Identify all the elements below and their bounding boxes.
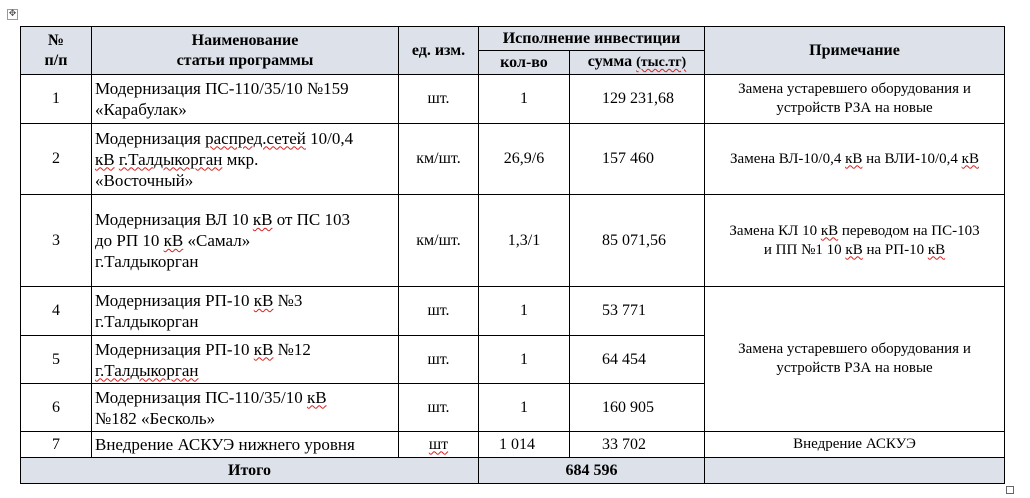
row-sum: 85 071,56 [570,195,705,287]
row-unit: шт. [399,336,479,384]
total-note [705,458,1005,484]
row-sum: 53 771 [570,287,705,336]
row-qty: 26,9/6 [479,124,570,195]
header-unit: ед. изм. [399,27,479,75]
row-unit: шт. [399,384,479,432]
row-qty: 1 [479,384,570,432]
row-note [705,75,1005,124]
row-note-line [707,241,1002,260]
row-name-text: Модернизация [95,128,206,148]
row-qty: 1,3/1 [479,195,570,287]
header-num-symbol: № [47,31,65,49]
row-name [92,75,399,124]
row-name-line [95,128,396,149]
header-name-line1: Наименование [191,31,299,49]
row-note-text: и ПП №1 10 [763,241,846,258]
row-name-line: №182 «Бесколь» [95,408,216,428]
row-note-text: Замена КЛ 10 [729,222,821,239]
row-name-text: распред.сетей [205,128,306,148]
total-label: Итого [21,458,479,484]
row-name-text: мкр. [222,149,259,169]
row-qty: 1 [479,287,570,336]
row-name-text: кВ [252,210,273,229]
table-row [21,287,1005,336]
row-number: 7 [21,432,92,458]
row-name-line: Модернизация ПС-110/35/10 №159 [95,79,349,98]
table-move-handle-icon[interactable]: ✥ [8,9,17,19]
row-name [92,384,399,432]
row-note-text: Замена ВЛ-10/0,4 [730,150,846,167]
row-note-line: устройств РЗА на новые [776,100,933,116]
row-name-text: кВ [95,149,115,169]
row-number: 2 [21,124,92,195]
row-unit: шт. [399,287,479,336]
row-name-text: г.Талдыкорган [95,360,199,380]
total-sum: 684 596 [479,458,705,484]
table-resize-handle-icon[interactable] [1006,486,1014,494]
row-unit: шт [399,432,479,458]
row-note [705,195,1005,287]
row-unit: шт. [399,75,479,124]
header-investment: Исполнение инвестиции [479,27,705,51]
row-qty: 1 [479,75,570,124]
merged-note-line: Замена устаревшего оборудования и [738,341,971,357]
row-note-text: переводом на ПС-103 [838,222,980,239]
row-name-line [95,209,396,230]
header-sum-label: сумма [587,53,633,70]
table-row [21,124,1005,195]
row-name-line: г.Талдыкорган [95,312,199,331]
merged-note-line: устройств РЗА на новые [776,360,933,376]
row-number: 1 [21,75,92,124]
row-name-line [95,387,396,408]
row-name-text: 10/0,4 [305,128,354,148]
header-sum [570,51,705,75]
row-note-text: кВ [927,241,946,258]
row-note-text: кВ [845,241,863,258]
row-name-line: «Карабулак» [95,100,187,119]
total-row [21,458,1005,484]
row-name-line [95,230,396,251]
row-name-text: кВ [253,291,274,310]
row-note-line: Замена устаревшего оборудования и [738,81,971,97]
row-name-text: Модернизация ВЛ 10 [95,210,253,229]
investment-table [20,26,1005,484]
row-name-text: Модернизация РП-10 [95,291,254,310]
row-note [705,124,1005,195]
row-name-line: г.Талдыкорган [95,252,199,271]
row-name [92,336,399,384]
row-note-line [707,222,1002,241]
row-note: Внедрение АСКУЭ [705,432,1005,458]
row-sum: 157 460 [570,124,705,195]
row-name-line [95,149,396,170]
row-name-text: от ПС 103 [272,210,351,229]
row-name-text: Модернизация РП-10 [95,339,254,359]
row-number: 5 [21,336,92,384]
header-num-label: п/п [44,51,68,69]
header-name [92,27,399,75]
row-name-text: №3 [273,291,303,310]
merged-note [705,287,1005,432]
row-note-text: кВ [820,222,839,239]
header-name-line2: статьи программы [176,51,314,69]
row-name-text: г.Талдыкорган [118,149,223,169]
row-name-line [95,290,396,311]
row-number: 4 [21,287,92,336]
row-name-text: «Самал» [183,231,251,250]
row-sum: 129 231,68 [570,75,705,124]
row-number: 3 [21,195,92,287]
table-row [21,75,1005,124]
row-name-text: №12 [273,339,311,359]
row-name-text: кВ [253,339,274,359]
row-sum: 33 702 [570,432,705,458]
row-note-text: на РП-10 [862,241,928,258]
row-name-text: до РП 10 [95,231,164,250]
row-sum: 64 454 [570,336,705,384]
row-note-text: кВ [961,150,979,167]
header-qty: кол-во [479,51,570,75]
header-sum-unit: (тыс.тг) [636,55,687,70]
table-row [21,432,1005,458]
row-name-text: кВ [163,231,184,250]
row-name [92,287,399,336]
row-note-text: на ВЛИ-10/0,4 [862,150,962,167]
row-name-text: Модернизация ПС-110/35/10 [95,387,307,407]
row-name-text: кВ [306,387,327,407]
header-note: Примечание [705,27,1005,75]
row-unit: км/шт. [399,195,479,287]
row-name: Внедрение АСКУЭ нижнего уровня [92,432,399,458]
row-name-line: «Восточный» [95,170,194,190]
row-note-text: кВ [845,150,863,167]
table-row [21,195,1005,287]
header-num [21,27,92,75]
row-name [92,195,399,287]
row-name [92,124,399,195]
row-number: 6 [21,384,92,432]
row-qty: 1 014 [479,432,570,458]
row-sum: 160 905 [570,384,705,432]
row-name-line [95,360,396,381]
row-name-line [95,339,396,360]
row-qty: 1 [479,336,570,384]
row-unit: км/шт. [399,124,479,195]
